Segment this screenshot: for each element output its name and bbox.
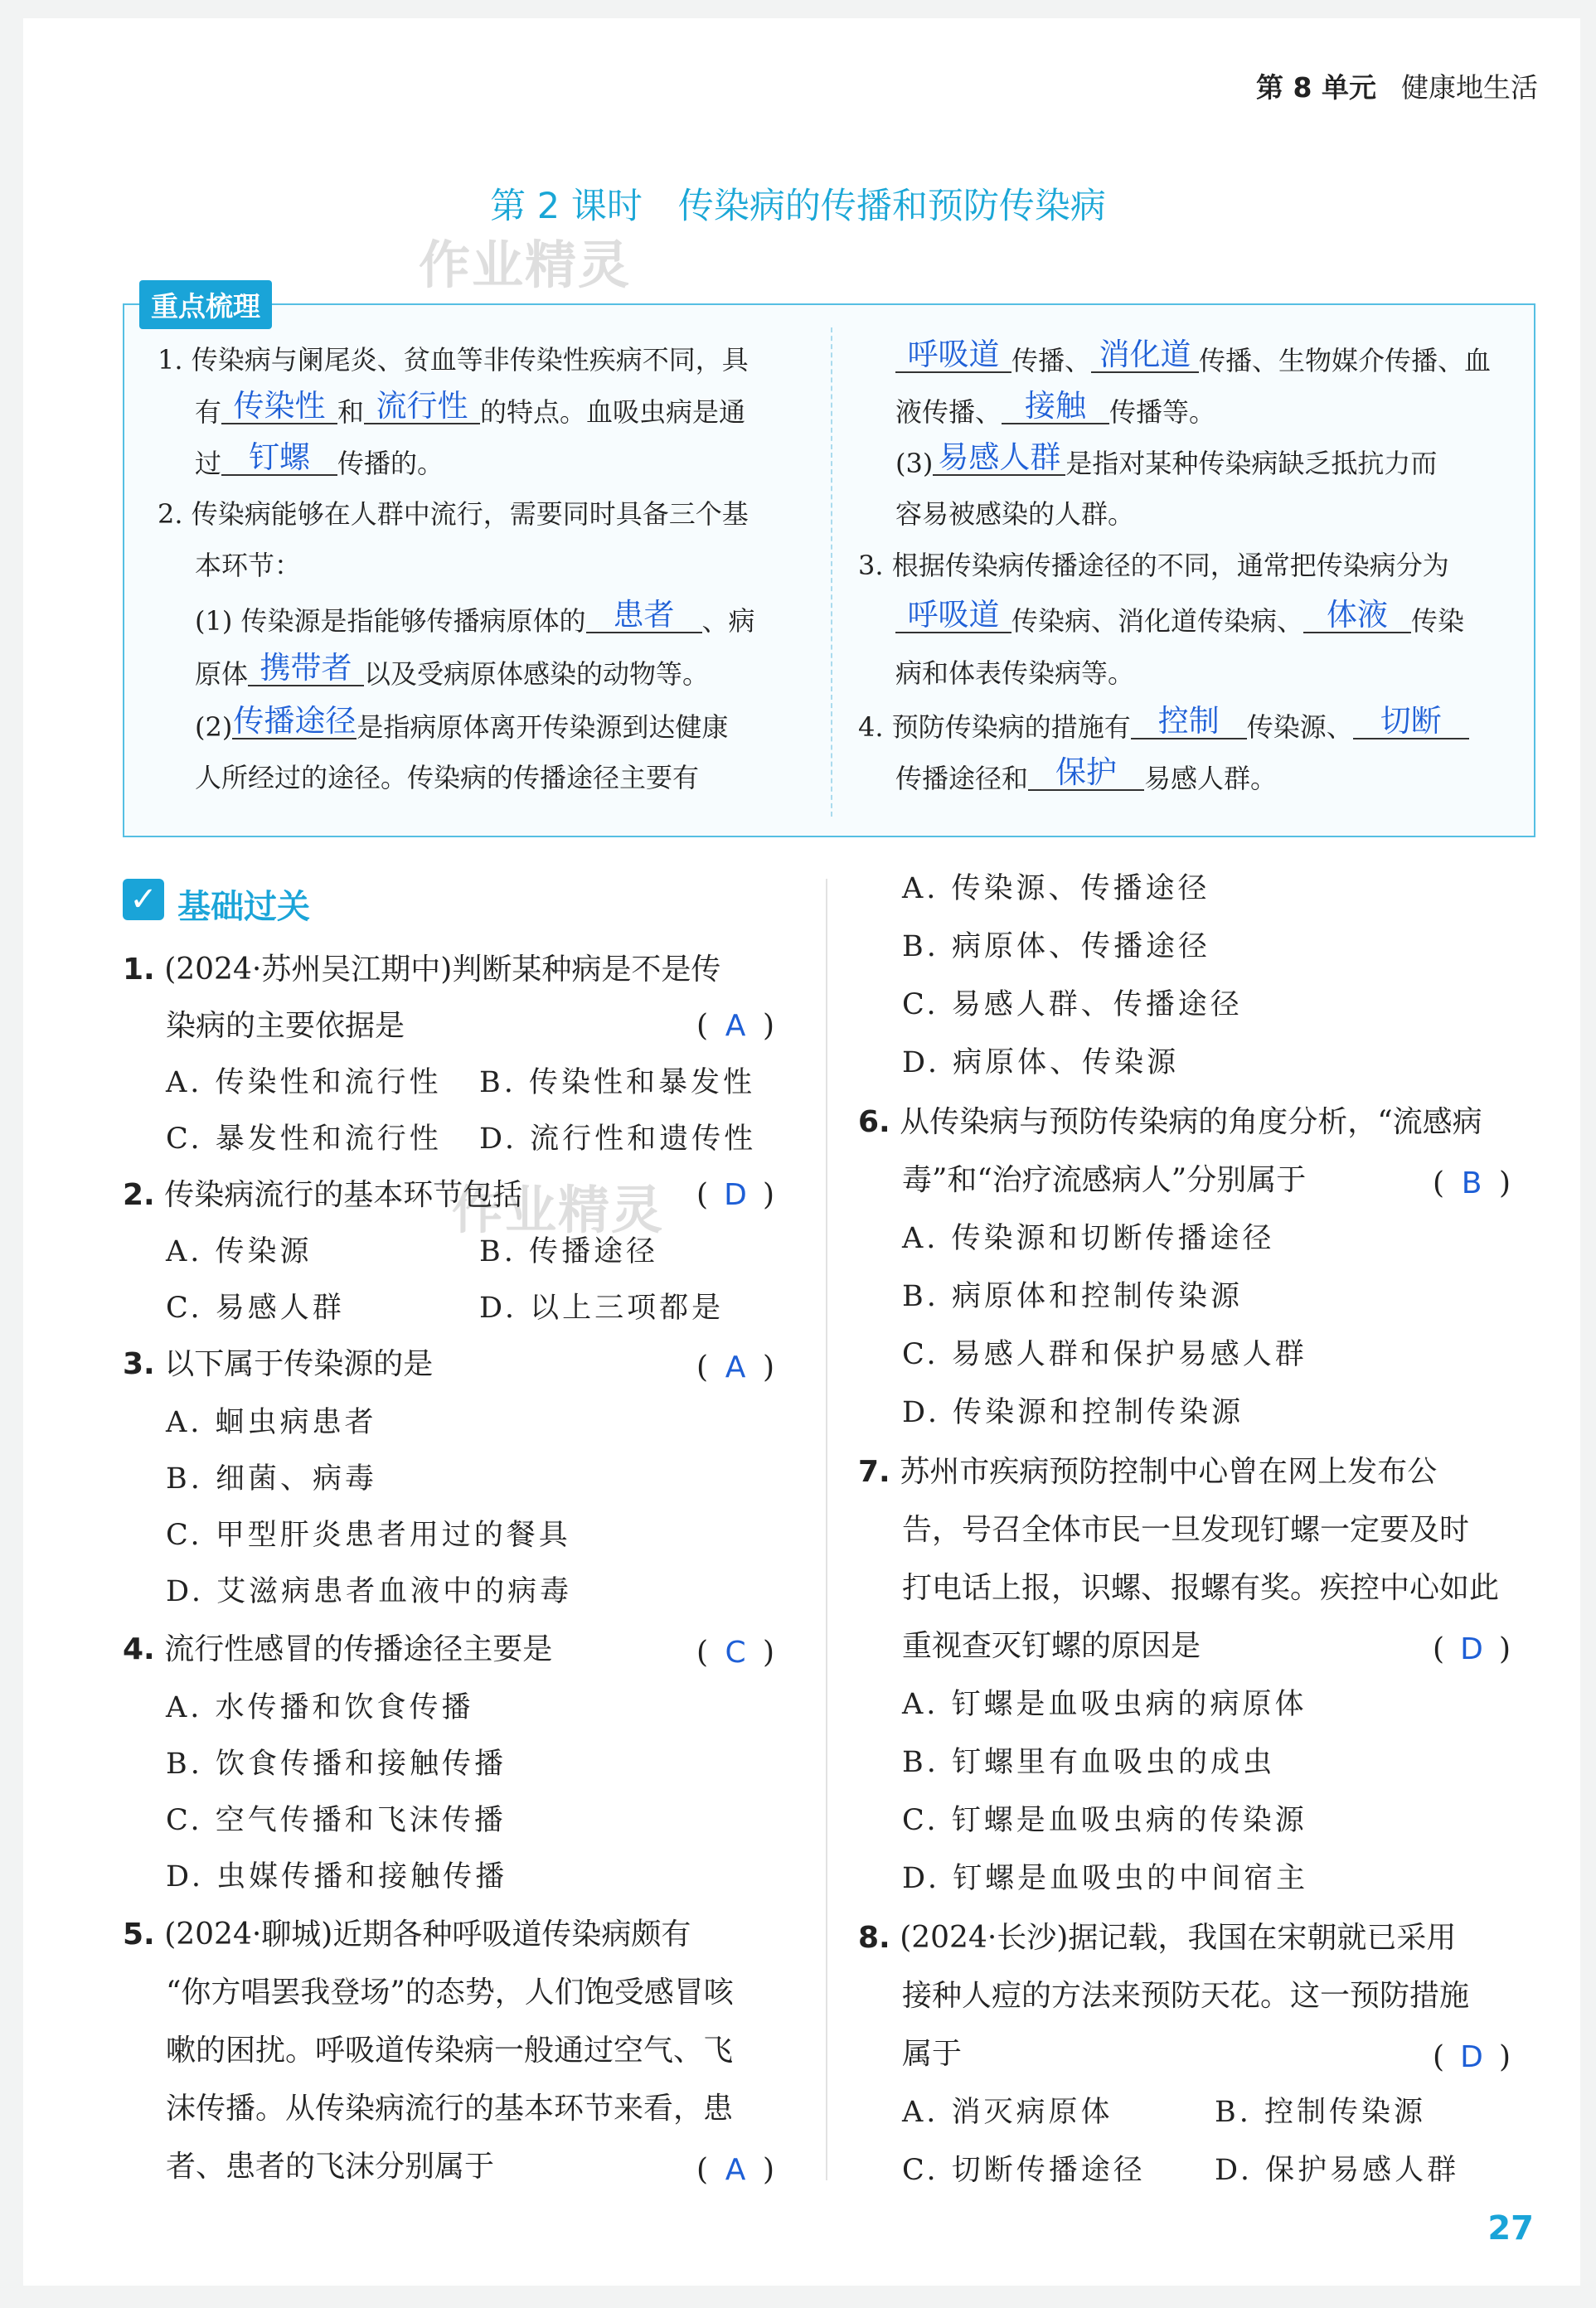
answer-blank: 切断 bbox=[1353, 705, 1469, 739]
box-divider bbox=[831, 327, 832, 817]
summary-line: (3) 易感人群 是指对某种传染病缺乏抵抗力而 bbox=[895, 439, 1438, 479]
question-line: 染病的主要依据是 bbox=[166, 1009, 405, 1043]
option: B. 细菌、病毒 bbox=[166, 1462, 377, 1496]
option: A. 钉螺是血吸虫病的病原体 bbox=[902, 1688, 1307, 1721]
option: A. 蛔虫病患者 bbox=[166, 1406, 377, 1439]
summary-line: 呼吸道 传染病、消化道传染病、 体液 传染 bbox=[895, 604, 1464, 638]
summary-line: 呼吸道 传播、 消化道 传播、生物媒介传播、血 bbox=[895, 343, 1491, 378]
option: C. 易感人群、传播途径 bbox=[902, 988, 1243, 1021]
summary-line: 液传播、 接触 传播等。 bbox=[895, 388, 1216, 428]
summary-line: 4. 预防传染病的措施有 控制 传染源、 切断 bbox=[858, 710, 1469, 744]
unit-title: 健康地生活 bbox=[1401, 71, 1538, 104]
option: C. 易感人群 bbox=[166, 1292, 345, 1325]
summary-line: 病和体表传染病等。 bbox=[895, 657, 1135, 689]
answer-blank: 钉螺 bbox=[221, 441, 337, 476]
answer-blank: 接触 bbox=[1002, 390, 1109, 424]
option: B. 传染性和暴发性 bbox=[479, 1066, 755, 1099]
watermark: 作业精灵 bbox=[419, 235, 632, 295]
question-line: 接种人痘的方法来预防天花。这一预防措施 bbox=[902, 1979, 1470, 2013]
option: A. 传染源和切断传播途径 bbox=[902, 1222, 1275, 1255]
option: B. 病原体和控制传染源 bbox=[902, 1280, 1243, 1313]
option: D. 钉螺是血吸虫的中间宿主 bbox=[902, 1862, 1309, 1895]
answer-bracket: ( B ) bbox=[1433, 1166, 1511, 1200]
answer-blank: 呼吸道 bbox=[895, 338, 1011, 373]
option: C. 易感人群和保护易感人群 bbox=[902, 1338, 1307, 1371]
question-line: “你方唱罢我登场”的态势，人们饱受感冒咳 bbox=[166, 1976, 734, 2010]
key-points-tag: 重点梳理 bbox=[139, 280, 272, 329]
unit-number: 第 8 单元 bbox=[1256, 71, 1376, 104]
question-line: 告，号召全体市民一旦发现钉螺一定要及时 bbox=[902, 1513, 1470, 1547]
answer-bracket: ( D ) bbox=[696, 1178, 775, 1212]
summary-line: 原体 携带者 以及受病原体感染的动物等。 bbox=[195, 650, 710, 690]
checkbox-icon: ✓ bbox=[123, 879, 164, 920]
option: A. 传染性和流行性 bbox=[166, 1066, 442, 1099]
running-header bbox=[1256, 66, 1538, 105]
question-1: 1. (2024·苏州吴江期中)判断某种病是不是传 bbox=[123, 953, 721, 987]
answer-blank: 易感人群 bbox=[933, 441, 1065, 476]
option: D. 保护易感人群 bbox=[1215, 2154, 1460, 2187]
answer-bracket: ( A ) bbox=[696, 2153, 775, 2187]
watermark: 作业精灵 bbox=[452, 1180, 665, 1240]
option: B. 饮食传播和接触传播 bbox=[166, 1748, 507, 1781]
answer-bracket: ( A ) bbox=[696, 1009, 775, 1043]
option: B. 传播途径 bbox=[479, 1235, 658, 1268]
option: D. 虫媒传播和接触传播 bbox=[166, 1860, 508, 1893]
lesson-title: 第 2 课时 传染病的传播和预防传染病 bbox=[490, 186, 1106, 227]
option: C. 甲型肝炎患者用过的餐具 bbox=[166, 1519, 571, 1552]
question-line: 沫传播。从传染病流行的基本环节来看，患 bbox=[166, 2092, 734, 2126]
question-4: 4. 流行性感冒的传播途径主要是 bbox=[123, 1632, 553, 1666]
option: A. 传染源、传播途径 bbox=[902, 872, 1210, 905]
answer-bracket: ( D ) bbox=[1433, 1632, 1511, 1666]
answer-blank: 体液 bbox=[1303, 599, 1411, 633]
question-8: 8. (2024·长沙)据记载，我国在宋朝就已采用 bbox=[858, 1921, 1457, 1955]
question-line: 打电话上报，识螺、报螺有奖。疾控中心如此 bbox=[902, 1571, 1500, 1605]
question-line: 属于 bbox=[902, 2037, 963, 2071]
answer-blank: 保护 bbox=[1028, 756, 1144, 791]
summary-line: 1. 传染病与阑尾炎、贫血等非传染性疾病不同，具 bbox=[158, 344, 749, 376]
option: D. 流行性和遗传性 bbox=[479, 1122, 757, 1156]
answer-blank: 患者 bbox=[586, 599, 702, 633]
answer-blank: 传染性 bbox=[221, 390, 337, 424]
question-line: 嗽的困扰。呼吸道传染病一般通过空气、飞 bbox=[166, 2034, 734, 2068]
question-3: 3. 以下属于传染源的是 bbox=[123, 1347, 434, 1381]
option: D. 传染源和控制传染源 bbox=[902, 1396, 1244, 1429]
question-7: 7. 苏州市疾病预防控制中心曾在网上发布公 bbox=[858, 1455, 1438, 1489]
summary-line: 本环节： bbox=[195, 550, 302, 581]
option: D. 艾滋病患者血液中的病毒 bbox=[166, 1575, 573, 1608]
question-line: 重视查灭钉螺的原因是 bbox=[902, 1629, 1201, 1663]
summary-line: 容易被感染的人群。 bbox=[895, 498, 1135, 530]
summary-line: 3. 根据传染病传播途径的不同，通常把传染病分为 bbox=[858, 550, 1449, 581]
answer-blank: 流行性 bbox=[364, 390, 480, 424]
option: A. 消灭病原体 bbox=[902, 2096, 1113, 2129]
summary-line: (2)传播途径是指病原体离开传染源到达健康 bbox=[195, 703, 729, 743]
answer-blank: 消化道 bbox=[1091, 338, 1199, 373]
option: B. 病原体、传播途径 bbox=[902, 930, 1210, 963]
question-2: 2. 传染病流行的基本环节包括 bbox=[123, 1178, 523, 1212]
option: A. 水传播和饮食传播 bbox=[166, 1691, 474, 1724]
option: B. 控制传染源 bbox=[1215, 2096, 1426, 2129]
option: D. 病原体、传染源 bbox=[902, 1046, 1180, 1079]
option: C. 切断传播途径 bbox=[902, 2154, 1146, 2187]
answer-bracket: ( C ) bbox=[696, 1636, 775, 1670]
option: A. 传染源 bbox=[166, 1235, 313, 1268]
question-5: 5. (2024·聊城)近期各种呼吸道传染病颇有 bbox=[123, 1918, 691, 1952]
summary-line: 2. 传染病能够在人群中流行，需要同时具备三个基 bbox=[158, 498, 749, 530]
answer-blank: 携带者 bbox=[248, 652, 364, 686]
column-divider bbox=[826, 879, 827, 2180]
summary-line: (1) 传染源是指能够传播病原体的 患者 、病 bbox=[195, 597, 755, 637]
question-6: 6. 从传染病与预防传染病的角度分析，“流感病 bbox=[858, 1105, 1482, 1139]
summary-line: 传播途径和 保护 易感人群。 bbox=[895, 754, 1278, 794]
summary-line: 过 钉螺 传播的。 bbox=[195, 439, 444, 479]
answer-blank: 传播途径 bbox=[233, 703, 357, 739]
question-line: 者、患者的飞沫分别属于 bbox=[166, 2150, 495, 2184]
answer-blank: 呼吸道 bbox=[895, 599, 1011, 633]
option: C. 空气传播和飞沫传播 bbox=[166, 1804, 507, 1837]
page-number: 27 bbox=[1487, 2209, 1534, 2247]
answer-bracket: ( D ) bbox=[1433, 2040, 1511, 2074]
question-line: 毒”和“治疗流感病人”分别属于 bbox=[902, 1163, 1307, 1197]
summary-line: 人所经过的途径。传染病的传播途径主要有 bbox=[195, 762, 700, 793]
summary-line: 有 传染性 和 流行性 的特点。血吸虫病是通 bbox=[195, 388, 746, 428]
answer-bracket: ( A ) bbox=[696, 1350, 775, 1384]
option: C. 暴发性和流行性 bbox=[166, 1122, 442, 1156]
answer-blank: 控制 bbox=[1131, 705, 1247, 739]
section-label: 基础过关 bbox=[177, 888, 310, 926]
option: C. 钉螺是血吸虫病的传染源 bbox=[902, 1804, 1307, 1837]
option: D. 以上三项都是 bbox=[479, 1292, 725, 1325]
option: B. 钉螺里有血吸虫的成虫 bbox=[902, 1746, 1275, 1779]
